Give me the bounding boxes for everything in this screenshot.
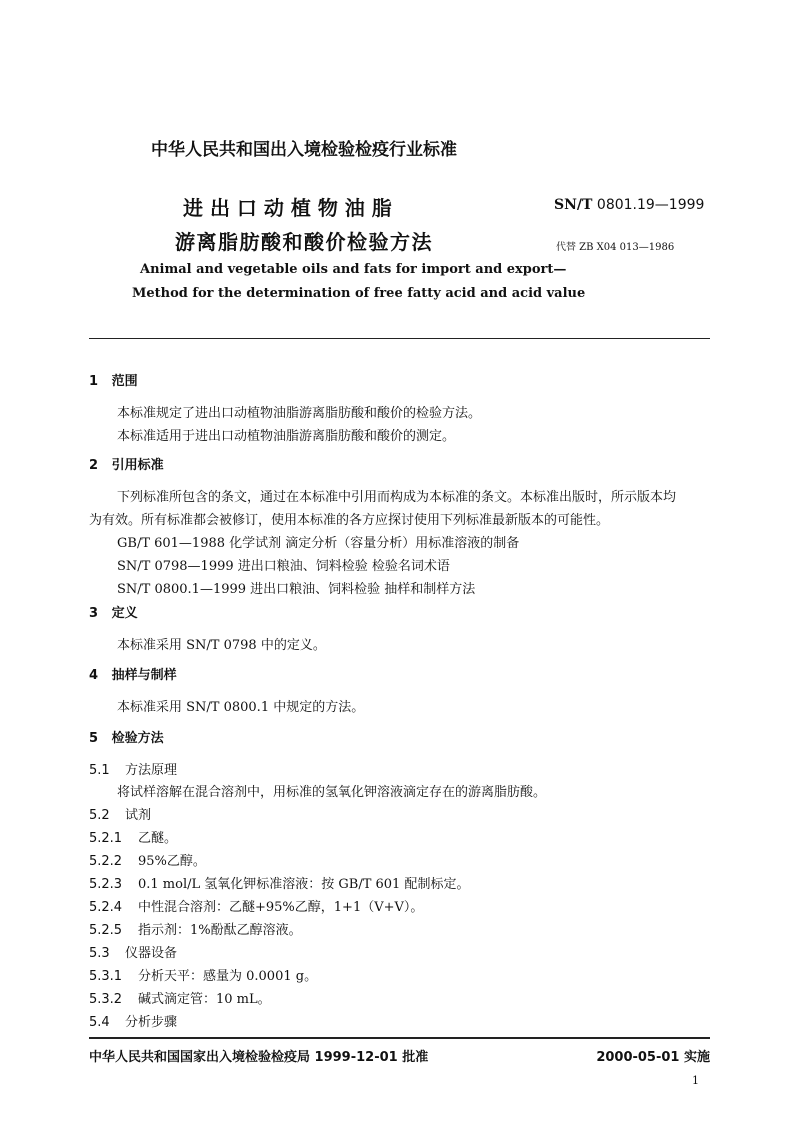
clause-row xyxy=(89,827,177,846)
replaces-note: 代替 ZB X04 013—1986 xyxy=(556,242,675,253)
clause-number: 5.2.3 xyxy=(89,877,123,892)
section-1-heading xyxy=(89,370,138,389)
clause-text: 方法原理 xyxy=(125,763,178,778)
standard-prefix: SN/T xyxy=(554,197,593,213)
section-3-paragraph: 本标准采用 SN/T 0798 中的定义。 xyxy=(117,638,326,653)
org-line: 中华人民共和国出入境检验检疫行业标准 xyxy=(151,140,457,160)
clause-number: 5.2 xyxy=(89,808,110,823)
clause-text: 分析天平：感量为 0.0001 g。 xyxy=(138,969,318,984)
clause-number: 5.2.2 xyxy=(89,854,123,869)
standard-code: 0801.19—1999 xyxy=(596,197,705,213)
clause-row xyxy=(89,873,469,892)
clause-row xyxy=(89,1011,177,1030)
title-line-2: 游离脂肪酸和酸价检验方法 xyxy=(175,230,433,254)
page-number: 1 xyxy=(692,1074,699,1087)
section-1-paragraph-2: 本标准适用于进出口动植物油脂游离脂肪酸和酸价的测定。 xyxy=(117,429,456,444)
clause-row xyxy=(89,965,317,984)
section-4-paragraph: 本标准采用 SN/T 0800.1 中规定的方法。 xyxy=(117,700,365,715)
clause-text: 0.1 mol/L 氢氧化钾标准溶液：按 GB/T 601 配制标定。 xyxy=(138,877,470,892)
standard-number xyxy=(554,197,704,213)
english-title-line-2: Method for the determination of free fatty acid and acid value xyxy=(132,286,586,301)
section-1-paragraph-1: 本标准规定了进出口动植物油脂游离脂肪酸和酸价的检验方法。 xyxy=(117,406,482,421)
clause-number: 5.4 xyxy=(89,1015,110,1030)
reference-item: SN/T 0800.1—1999 进出口粮油、饲料检验 抽样和制样方法 xyxy=(117,582,476,597)
title-line-1: 进 出 口 动 植 物 油 脂 xyxy=(183,196,392,220)
clause-text: 分析步骤 xyxy=(125,1015,178,1030)
section-5-heading xyxy=(89,727,164,746)
section-title: 引用标准 xyxy=(111,458,164,473)
section-title: 定义 xyxy=(111,606,138,621)
clause-number: 5.3.1 xyxy=(89,969,123,984)
section-4-heading xyxy=(89,664,177,683)
clause-row xyxy=(89,850,206,869)
english-title-line-1: Animal and vegetable oils and fats for import and export— xyxy=(140,262,567,277)
clause-text: 试剂 xyxy=(125,808,152,823)
section-3-heading xyxy=(89,602,138,621)
section-number: 4 xyxy=(89,668,99,683)
clause-text: 仪器设备 xyxy=(125,946,178,961)
clause-number: 5.3 xyxy=(89,946,110,961)
clause-number: 5.2.4 xyxy=(89,900,123,915)
clause-number: 5.2.1 xyxy=(89,831,123,846)
clause-number: 5.1 xyxy=(89,763,110,778)
clause-row xyxy=(89,896,423,915)
approval-line: 中华人民共和国国家出入境检验检疫局 1999-12-01 批准 xyxy=(89,1050,429,1065)
header-divider xyxy=(89,338,710,339)
clause-row xyxy=(89,804,151,823)
section-title: 检验方法 xyxy=(111,731,164,746)
implementation-date: 2000-05-01 实施 xyxy=(596,1050,710,1065)
section-number: 3 xyxy=(89,606,99,621)
section-2-paragraph-line-1: 下列标准所包含的条文，通过在本标准中引用而构成为本标准的条文。本标准出版时，所示版本均 xyxy=(117,490,677,505)
clause-text: 指示剂：1%酚酞乙醇溶液。 xyxy=(138,923,302,938)
clause-text: 碱式滴定管：10 mL。 xyxy=(138,992,271,1007)
clause-text: 95%乙醇。 xyxy=(138,854,206,869)
clause-row xyxy=(89,942,177,961)
footer-divider xyxy=(89,1037,710,1039)
clause-row xyxy=(89,919,302,938)
clause-number: 5.2.5 xyxy=(89,923,123,938)
section-number: 1 xyxy=(89,374,99,389)
clause-row xyxy=(89,988,271,1007)
section-title: 抽样与制样 xyxy=(111,668,177,683)
clause-row xyxy=(89,759,177,778)
section-2-paragraph-line-2: 为有效。所有标准都会被修订，使用本标准的各方应探讨使用下列标准最新版本的可能性。 xyxy=(89,513,610,528)
section-title: 范围 xyxy=(111,374,138,389)
clause-number: 5.3.2 xyxy=(89,992,123,1007)
clause-text: 中性混合溶剂：乙醚+95%乙醇，1+1（V+V）。 xyxy=(138,900,424,915)
section-number: 5 xyxy=(89,731,99,746)
clause-text: 乙醚。 xyxy=(138,831,178,846)
section-number: 2 xyxy=(89,458,99,473)
reference-item: GB/T 601—1988 化学试剂 滴定分析（容量分析）用标准溶液的制备 xyxy=(117,536,520,551)
clause-text: 将试样溶解在混合溶剂中，用标准的氢氧化钾溶液滴定存在的游离脂肪酸。 xyxy=(117,785,547,800)
section-2-heading xyxy=(89,454,164,473)
reference-item: SN/T 0798—1999 进出口粮油、饲料检验 检验名词术语 xyxy=(117,559,450,574)
